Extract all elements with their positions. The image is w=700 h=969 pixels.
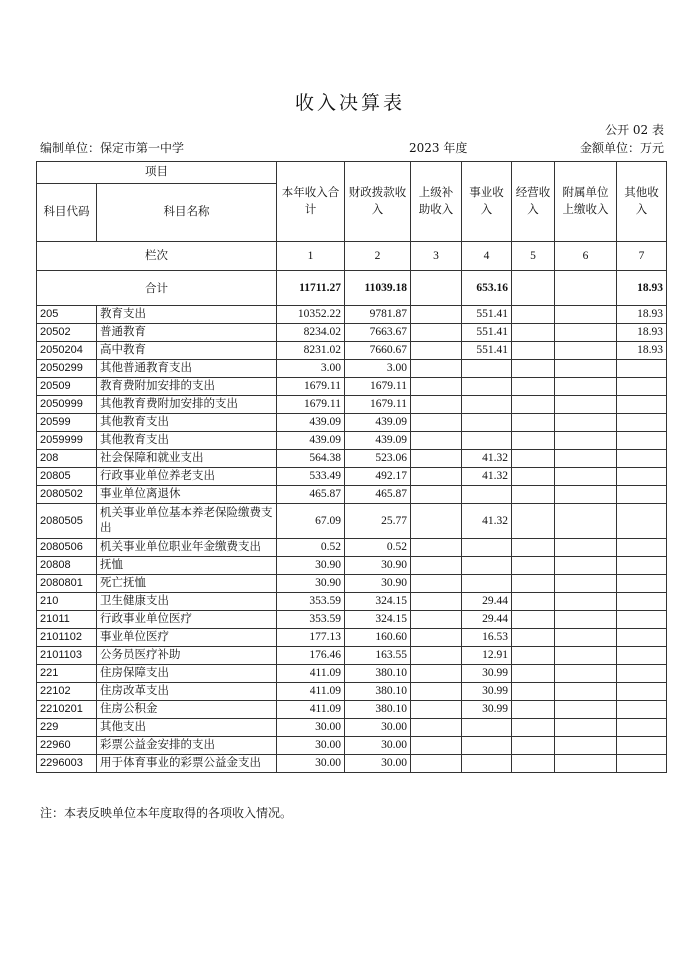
row-value: 25.77: [345, 504, 411, 539]
row-value: 30.90: [345, 575, 411, 593]
unit-label: 编制单位：保定市第一中学: [40, 141, 185, 155]
row-value: 30.90: [277, 557, 345, 575]
row-value: [617, 629, 667, 647]
row-value: [617, 755, 667, 773]
row-value: 41.32: [462, 450, 512, 468]
total-cell: [512, 271, 555, 306]
table-note: 注：本表反映单位本年度取得的各项收入情况。: [40, 806, 293, 820]
row-value: [617, 468, 667, 486]
row-value: 380.10: [345, 683, 411, 701]
row-value: 1679.11: [277, 378, 345, 396]
row-name: 抚恤: [97, 557, 277, 575]
table-row: [37, 414, 667, 432]
table-row: [37, 557, 667, 575]
row-value: 411.09: [277, 683, 345, 701]
row-name: 住房改革支出: [97, 683, 277, 701]
row-value: [411, 360, 462, 378]
currency-unit: 金额单位：万元: [579, 141, 664, 155]
row-value: 533.49: [277, 468, 345, 486]
row-value: [555, 360, 617, 378]
row-value: [555, 683, 617, 701]
row-value: 439.09: [277, 414, 345, 432]
row-value: [512, 504, 555, 539]
row-value: [617, 432, 667, 450]
row-value: [462, 575, 512, 593]
row-name: 彩票公益金安排的支出: [97, 737, 277, 755]
row-code: 229: [37, 719, 97, 737]
table-row: [37, 342, 667, 360]
row-value: [512, 611, 555, 629]
table-row: [37, 629, 667, 647]
row-value: 353.59: [277, 611, 345, 629]
row-value: [462, 396, 512, 414]
row-name: 其他教育费附加安排的支出: [97, 396, 277, 414]
row-value: 564.38: [277, 450, 345, 468]
row-value: 324.15: [345, 593, 411, 611]
row-value: 7663.67: [345, 324, 411, 342]
sheet-number: 公开 02 表: [605, 123, 664, 137]
row-code: 2080502: [37, 486, 97, 504]
row-value: [617, 701, 667, 719]
row-value: 439.09: [345, 414, 411, 432]
total-cell: 18.93: [617, 271, 667, 306]
row-value: 551.41: [462, 324, 512, 342]
row-code: 208: [37, 450, 97, 468]
row-value: [512, 593, 555, 611]
row-name: 其他教育支出: [97, 432, 277, 450]
row-value: [555, 468, 617, 486]
row-value: [462, 414, 512, 432]
row-value: [617, 378, 667, 396]
row-code: 221: [37, 665, 97, 683]
row-value: [617, 737, 667, 755]
row-value: [617, 396, 667, 414]
row-name: 教育支出: [97, 306, 277, 324]
row-value: [512, 342, 555, 360]
row-value: [512, 360, 555, 378]
table-row: [37, 719, 667, 737]
row-value: 18.93: [617, 324, 667, 342]
row-name: 公务员医疗补助: [97, 647, 277, 665]
row-value: [411, 557, 462, 575]
row-value: 30.90: [277, 575, 345, 593]
row-value: [512, 432, 555, 450]
row-name: 机关事业单位职业年金缴费支出: [97, 539, 277, 557]
row-value: [411, 504, 462, 539]
row-code: 2080506: [37, 539, 97, 557]
row-value: [512, 629, 555, 647]
row-value: [555, 306, 617, 324]
row-value: 7660.67: [345, 342, 411, 360]
row-value: 12.91: [462, 647, 512, 665]
row-name: 其他支出: [97, 719, 277, 737]
row-value: [411, 539, 462, 557]
row-value: [555, 450, 617, 468]
row-value: 551.41: [462, 306, 512, 324]
header-seq-6: 6: [555, 242, 617, 271]
row-value: [617, 647, 667, 665]
row-value: 30.00: [277, 719, 345, 737]
row-value: [617, 360, 667, 378]
table-row: [37, 378, 667, 396]
row-value: [512, 450, 555, 468]
row-value: [411, 414, 462, 432]
row-value: 30.99: [462, 683, 512, 701]
total-cell: [555, 271, 617, 306]
row-value: [411, 306, 462, 324]
total-row: [37, 271, 667, 306]
row-value: [512, 378, 555, 396]
row-value: [411, 575, 462, 593]
table-row: [37, 683, 667, 701]
row-value: 0.52: [277, 539, 345, 557]
row-value: [555, 647, 617, 665]
row-value: 10352.22: [277, 306, 345, 324]
row-value: 160.60: [345, 629, 411, 647]
row-name: 住房保障支出: [97, 665, 277, 683]
row-value: 9781.87: [345, 306, 411, 324]
row-value: 3.00: [277, 360, 345, 378]
row-value: [462, 378, 512, 396]
row-value: 523.06: [345, 450, 411, 468]
page-title: 收入决算表: [294, 92, 405, 114]
row-value: [512, 539, 555, 557]
total-cell: [411, 271, 462, 306]
row-value: [512, 468, 555, 486]
row-value: 353.59: [277, 593, 345, 611]
row-value: 411.09: [277, 701, 345, 719]
row-value: [462, 432, 512, 450]
income-table: [36, 161, 667, 773]
row-value: [411, 701, 462, 719]
row-value: [411, 665, 462, 683]
row-value: [462, 755, 512, 773]
table-row: [37, 611, 667, 629]
row-value: [555, 414, 617, 432]
row-value: 30.00: [345, 719, 411, 737]
row-code: 22960: [37, 737, 97, 755]
row-code: 20599: [37, 414, 97, 432]
row-value: [617, 557, 667, 575]
row-value: 439.09: [277, 432, 345, 450]
row-value: [411, 683, 462, 701]
table-row: [37, 737, 667, 755]
row-value: 1679.11: [277, 396, 345, 414]
row-value: [462, 360, 512, 378]
row-value: [462, 719, 512, 737]
total-cell: 653.16: [462, 271, 512, 306]
row-value: [617, 683, 667, 701]
row-value: 380.10: [345, 701, 411, 719]
header-project: 项目: [37, 162, 277, 184]
row-value: [617, 593, 667, 611]
table-row: [37, 486, 667, 504]
row-name: 事业单位离退休: [97, 486, 277, 504]
table-row: [37, 432, 667, 450]
header-seq-label: 栏次: [37, 242, 277, 271]
row-code: 2296003: [37, 755, 97, 773]
row-value: [411, 486, 462, 504]
table-row: [37, 755, 667, 773]
row-code: 2050204: [37, 342, 97, 360]
table-row: [37, 575, 667, 593]
row-code: 2080505: [37, 504, 97, 539]
header-name: 科目名称: [97, 184, 277, 242]
row-value: [411, 647, 462, 665]
total-cell: 11039.18: [345, 271, 411, 306]
row-value: 41.32: [462, 468, 512, 486]
row-value: 439.09: [345, 432, 411, 450]
table-row: [37, 324, 667, 342]
row-value: [555, 593, 617, 611]
row-value: 18.93: [617, 342, 667, 360]
table-row: [37, 701, 667, 719]
row-value: [462, 486, 512, 504]
row-value: 67.09: [277, 504, 345, 539]
row-value: [617, 611, 667, 629]
row-value: [512, 557, 555, 575]
row-value: 465.87: [345, 486, 411, 504]
row-value: [411, 468, 462, 486]
fiscal-year: 2023 年度: [409, 141, 468, 155]
row-value: 1679.11: [345, 378, 411, 396]
row-value: [617, 486, 667, 504]
header-col-total: 本年收入合计: [277, 162, 345, 242]
row-name: 用于体育事业的彩票公益金支出: [97, 755, 277, 773]
row-value: [512, 719, 555, 737]
table-row: [37, 306, 667, 324]
table-row: [37, 360, 667, 378]
total-cell: 11711.27: [277, 271, 345, 306]
row-value: 492.17: [345, 468, 411, 486]
row-value: [617, 504, 667, 539]
row-value: [555, 737, 617, 755]
header-col-operating: 经营收入: [512, 162, 555, 242]
row-value: [555, 504, 617, 539]
row-name: 社会保障和就业支出: [97, 450, 277, 468]
row-value: 176.46: [277, 647, 345, 665]
row-value: [462, 539, 512, 557]
row-value: [555, 432, 617, 450]
row-value: 18.93: [617, 306, 667, 324]
row-value: [512, 414, 555, 432]
header-seq-7: 7: [617, 242, 667, 271]
row-value: [411, 432, 462, 450]
row-value: [555, 324, 617, 342]
row-name: 行政事业单位医疗: [97, 611, 277, 629]
row-value: [512, 683, 555, 701]
row-value: [512, 324, 555, 342]
row-value: [462, 737, 512, 755]
row-value: [617, 414, 667, 432]
row-value: 411.09: [277, 665, 345, 683]
table-row: [37, 665, 667, 683]
row-value: [411, 342, 462, 360]
row-code: 2080801: [37, 575, 97, 593]
header-seq-4: 4: [462, 242, 512, 271]
row-value: [555, 342, 617, 360]
row-value: [411, 396, 462, 414]
row-value: 30.00: [345, 755, 411, 773]
row-value: 30.90: [345, 557, 411, 575]
header-col-affiliate: 附属单位上缴收入: [555, 162, 617, 242]
row-value: 177.13: [277, 629, 345, 647]
table-row: [37, 450, 667, 468]
row-value: [555, 611, 617, 629]
row-code: 20805: [37, 468, 97, 486]
total-label: 合计: [37, 271, 277, 306]
row-value: [512, 755, 555, 773]
row-name: 普通教育: [97, 324, 277, 342]
row-value: [512, 701, 555, 719]
table-row: [37, 593, 667, 611]
header-code: 科目代码: [37, 184, 97, 242]
row-value: [555, 378, 617, 396]
row-value: 8231.02: [277, 342, 345, 360]
row-value: [555, 629, 617, 647]
row-code: 2050299: [37, 360, 97, 378]
row-value: [617, 719, 667, 737]
table-row: [37, 539, 667, 557]
row-value: [617, 575, 667, 593]
row-value: 30.00: [277, 755, 345, 773]
row-code: 21011: [37, 611, 97, 629]
row-value: 1679.11: [345, 396, 411, 414]
row-value: 30.00: [345, 737, 411, 755]
row-value: 465.87: [277, 486, 345, 504]
row-value: 41.32: [462, 504, 512, 539]
row-code: 2101102: [37, 629, 97, 647]
row-value: [555, 665, 617, 683]
row-value: [411, 324, 462, 342]
header-col-business: 事业收入: [462, 162, 512, 242]
table-row: [37, 504, 667, 539]
row-code: 2050999: [37, 396, 97, 414]
row-value: [555, 557, 617, 575]
row-value: 30.99: [462, 701, 512, 719]
row-name: 其他普通教育支出: [97, 360, 277, 378]
row-value: [411, 755, 462, 773]
row-value: 551.41: [462, 342, 512, 360]
row-code: 210: [37, 593, 97, 611]
row-value: [512, 396, 555, 414]
row-value: 8234.02: [277, 324, 345, 342]
row-name: 行政事业单位养老支出: [97, 468, 277, 486]
header-seq-5: 5: [512, 242, 555, 271]
row-code: 2210201: [37, 701, 97, 719]
row-code: 20509: [37, 378, 97, 396]
row-value: [555, 486, 617, 504]
row-value: [411, 593, 462, 611]
row-value: [555, 575, 617, 593]
row-value: 3.00: [345, 360, 411, 378]
table-row: [37, 647, 667, 665]
header-seq-2: 2: [345, 242, 411, 271]
header-col-other: 其他收入: [617, 162, 667, 242]
row-name: 教育费附加安排的支出: [97, 378, 277, 396]
row-value: [411, 629, 462, 647]
row-value: [555, 396, 617, 414]
row-name: 卫生健康支出: [97, 593, 277, 611]
row-name: 住房公积金: [97, 701, 277, 719]
row-value: 29.44: [462, 611, 512, 629]
row-value: [617, 450, 667, 468]
row-value: 16.53: [462, 629, 512, 647]
header-col-superior: 上级补助收入: [411, 162, 462, 242]
row-value: 0.52: [345, 539, 411, 557]
row-name: 事业单位医疗: [97, 629, 277, 647]
row-code: 205: [37, 306, 97, 324]
row-value: [411, 378, 462, 396]
row-name: 其他教育支出: [97, 414, 277, 432]
table-row: [37, 468, 667, 486]
row-value: 30.00: [277, 737, 345, 755]
row-value: [555, 719, 617, 737]
table-row: [37, 396, 667, 414]
row-value: [512, 647, 555, 665]
header-col-fiscal: 财政拨款收入: [345, 162, 411, 242]
row-value: [512, 665, 555, 683]
row-code: 20502: [37, 324, 97, 342]
row-code: 20808: [37, 557, 97, 575]
row-value: [462, 557, 512, 575]
row-value: 29.44: [462, 593, 512, 611]
row-value: [512, 486, 555, 504]
row-value: 380.10: [345, 665, 411, 683]
row-value: [555, 539, 617, 557]
row-value: [555, 755, 617, 773]
row-value: [411, 737, 462, 755]
row-name: 死亡抚恤: [97, 575, 277, 593]
row-value: [512, 306, 555, 324]
row-value: [411, 611, 462, 629]
row-code: 2059999: [37, 432, 97, 450]
row-code: 2101103: [37, 647, 97, 665]
row-value: [617, 665, 667, 683]
row-value: [617, 539, 667, 557]
header-seq-3: 3: [411, 242, 462, 271]
row-name: 机关事业单位基本养老保险缴费支出: [97, 504, 277, 539]
row-code: 22102: [37, 683, 97, 701]
row-name: 高中教育: [97, 342, 277, 360]
row-value: 163.55: [345, 647, 411, 665]
row-value: [411, 719, 462, 737]
row-value: [555, 701, 617, 719]
row-value: 324.15: [345, 611, 411, 629]
row-value: [512, 575, 555, 593]
header-seq-1: 1: [277, 242, 345, 271]
row-value: [411, 450, 462, 468]
row-value: [512, 737, 555, 755]
row-value: 30.99: [462, 665, 512, 683]
